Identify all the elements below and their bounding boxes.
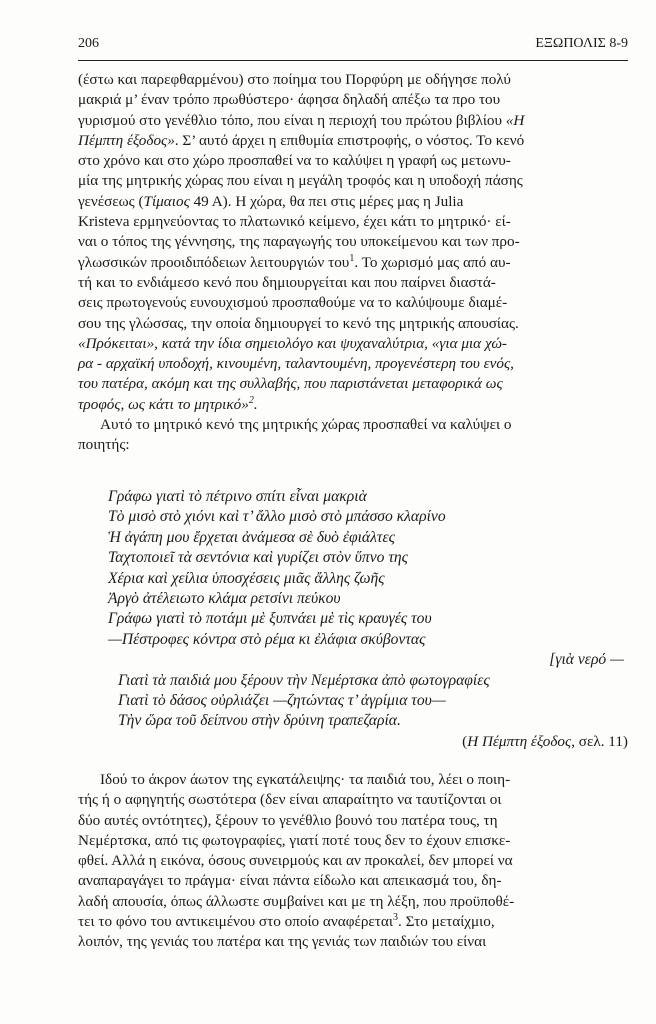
footnote-ref-2: 2 xyxy=(248,394,254,406)
poem-line: —Πέστροφες κόντρα στὸ ρέμα κι ἐλάφια σκύβοντας xyxy=(108,630,426,648)
text-line: Πέμπτη έξοδος». Σ’ αυτό άρχει η επιθυμία επιστροφής, ο νόστος. Το κενό xyxy=(78,131,525,149)
text-line: του πατέρα, ακόμη και της συλλαβής, που παριστάνεται μεταφορικά ως xyxy=(78,375,503,393)
header-rule xyxy=(78,60,628,61)
text-line: αναπαραγάγει το πράγμα· είναι πάντα είδωλο και απεικασμά του, δη- xyxy=(78,872,502,890)
journal-title: ΕΞΩΠΟΛΙΣ 8-9 xyxy=(535,36,628,51)
text-line: (έστω και παρεφθαρμένου) στο ποίημα του Πορφύρη με οδήγησε πολύ xyxy=(78,71,511,88)
poem-line: Χέρια καὶ χείλια ὑποσχέσεις μιᾶς ἄλλης ζωῆς xyxy=(108,569,385,587)
text-line: ποιητής: xyxy=(78,436,130,454)
text-line: ναι ο τόπος της γέννησης, της παραγωγής του υποκείμενου και των προ- xyxy=(78,233,520,251)
text-line: τής ή ο αφηγητής σωστότερα (δεν είναι απαραίτητο να ταυτίζονται οι xyxy=(78,791,502,809)
text-span: γυρισμού στο γενέθλιο τόπο, που είναι η περιοχή του πρώτου βιβλίου «Η xyxy=(78,111,525,129)
text-line: λαδή απουσία, όπως άλλωστε συμβαίνει και με τη λέξη, που προϋποθέ- xyxy=(78,892,515,910)
text-line: σεις πρωτογενούς ευνουχισμού προσπαθούμε να το καλύψουμε διαμέ- xyxy=(78,294,508,312)
poem-quotation xyxy=(108,487,628,732)
text-line: σου της γλώσσας, την οποία δημιουργεί το κενό της μητρικής απουσίας. xyxy=(78,314,519,332)
poem-line: Τὸ μισὸ στὸ χιόνι καὶ τ’ ἄλλο μισὸ στὸ μπάσσο κλαρίνο xyxy=(108,508,446,526)
text-line: ρα - αρχαϊκή υποδοχή, κινουμένη, ταλαντουμένη, προγενέστερη του ενός, xyxy=(78,355,514,373)
poem-line: Ἡ ἀγάπη μου ἔρχεται ἀνάμεσα σὲ δυὸ ἐφιάλτες xyxy=(108,528,395,546)
book-title-open: «Η xyxy=(505,111,525,129)
running-header xyxy=(78,36,628,52)
poem-line: Τὴν ὥρα τοῦ δείπνου στὴν δρύινη τραπεζαρία. xyxy=(118,712,401,730)
source-title: Η Πέμπτη έξοδος xyxy=(467,733,572,750)
text-line: Kristeva ερμηνεύοντας το πλατωνικό κείμενο, έχει κάτι το μητρικό· εί- xyxy=(78,213,511,231)
poem-line: Γράφω γιατὶ τὸ πέτρινο σπίτι εἶναι μακριὰ xyxy=(108,488,367,505)
text-line: φθεί. Αλλά η εικόνα, όσους συνειρμούς και αν προκαλεί, δεν μπορεί να xyxy=(78,852,513,870)
text-line: δύο αυτές οντότητες), ξέρουν το γενέθλιο βουνό του πατέρα τους, τη xyxy=(78,811,498,829)
poem-line: Γράφω γιατὶ τὸ ποτάμι μὲ ξυπνάει μὲ τὶς κραυγές του xyxy=(108,610,432,628)
text-line: μία της μητρικής χώρας που είναι η μεγάλη τροφός και η υποδοχή πάσης xyxy=(78,172,523,190)
text-line: γλωσσικών προοιδιπόδειων λειτουργιών του$^1$. Το χωρισμό μας από αυ- xyxy=(78,252,511,271)
poem-line-continuation: [γιὰ νερό — xyxy=(549,651,624,669)
text-line: «Πρόκειται», κατά την ίδια σημειολόγο και ψυχαναλύτρια, «για μια χώ- xyxy=(78,334,507,352)
text-line: Ιδού το άκρον άωτον της εγκατάλειψης· τα παιδιά του, λέει ο ποιη- xyxy=(100,771,511,788)
text-line: γενέσεως (Τίμαιος 49 Α). Η χώρα, θα πει στις μέρες μας η Julia xyxy=(78,192,464,210)
text-line: Αυτό το μητρικό κενό της μητρικής χώρας προσπαθεί να καλύψει ο xyxy=(100,416,512,434)
text-line: λοιπόν, της γενιάς του πατέρα και της γενιάς των παιδιών του είναι xyxy=(78,933,487,951)
poem-line: Γιατὶ τὰ παιδιά μου ξέρουν τὴν Νεμέρτσκα ἀπὸ φωτογραφίες xyxy=(118,671,490,689)
text-line: τροφός, ως κάτι το μητρικό»$^2$. xyxy=(78,394,258,413)
text-line: Νεμέρτσκα, από τις φωτογραφίες, γιατί ποτέ τους δεν το έχουν επισκε- xyxy=(78,831,511,849)
book-title: Πέμπτη έξοδος» xyxy=(78,131,175,149)
footnote-ref-3: 3 xyxy=(392,912,398,924)
text-line: τή και το ενδιάμεσο κενό που δημιουργείται και που παίρνει διαστά- xyxy=(78,273,496,291)
poem-line: Γιατὶ τὸ δάσος οὐρλιάζει —ζητώντας τ’ ἀγρίμια του— xyxy=(118,691,446,709)
paragraph-1 xyxy=(78,70,628,456)
footnote-ref-1: 1 xyxy=(349,252,355,264)
text-line: στο χρόνο και στο χώρο προσπαθεί να το καλύψει η γραφή ως μετωνυ- xyxy=(78,152,511,170)
paragraph-2 xyxy=(78,770,628,953)
page-number: 206 xyxy=(78,36,99,51)
text-line: τει το φόνο του αντικειμένου στο οποίο αναφέρεται$^3$. Στο μεταίχμιο, xyxy=(78,912,495,931)
poem-line: Ταχτοποιεῖ τὰ σεντόνια καὶ γυρίζει στὸν ὕπνο της xyxy=(108,549,408,567)
poem-line: Ἀργὸ ἀτέλειωτο κλάμα ρετσίνι πεύκου xyxy=(108,589,341,607)
text-line xyxy=(78,111,628,131)
text-line: μακριά μ’ έναν τρόπο πρωθύστερο· άφησα δηλαδή απέξω τα προ του xyxy=(78,91,501,109)
timaios-title: Τίμαιος xyxy=(143,192,190,210)
poem-source: (Η Πέμπτη έξοδος, σελ. 11) xyxy=(462,733,628,750)
